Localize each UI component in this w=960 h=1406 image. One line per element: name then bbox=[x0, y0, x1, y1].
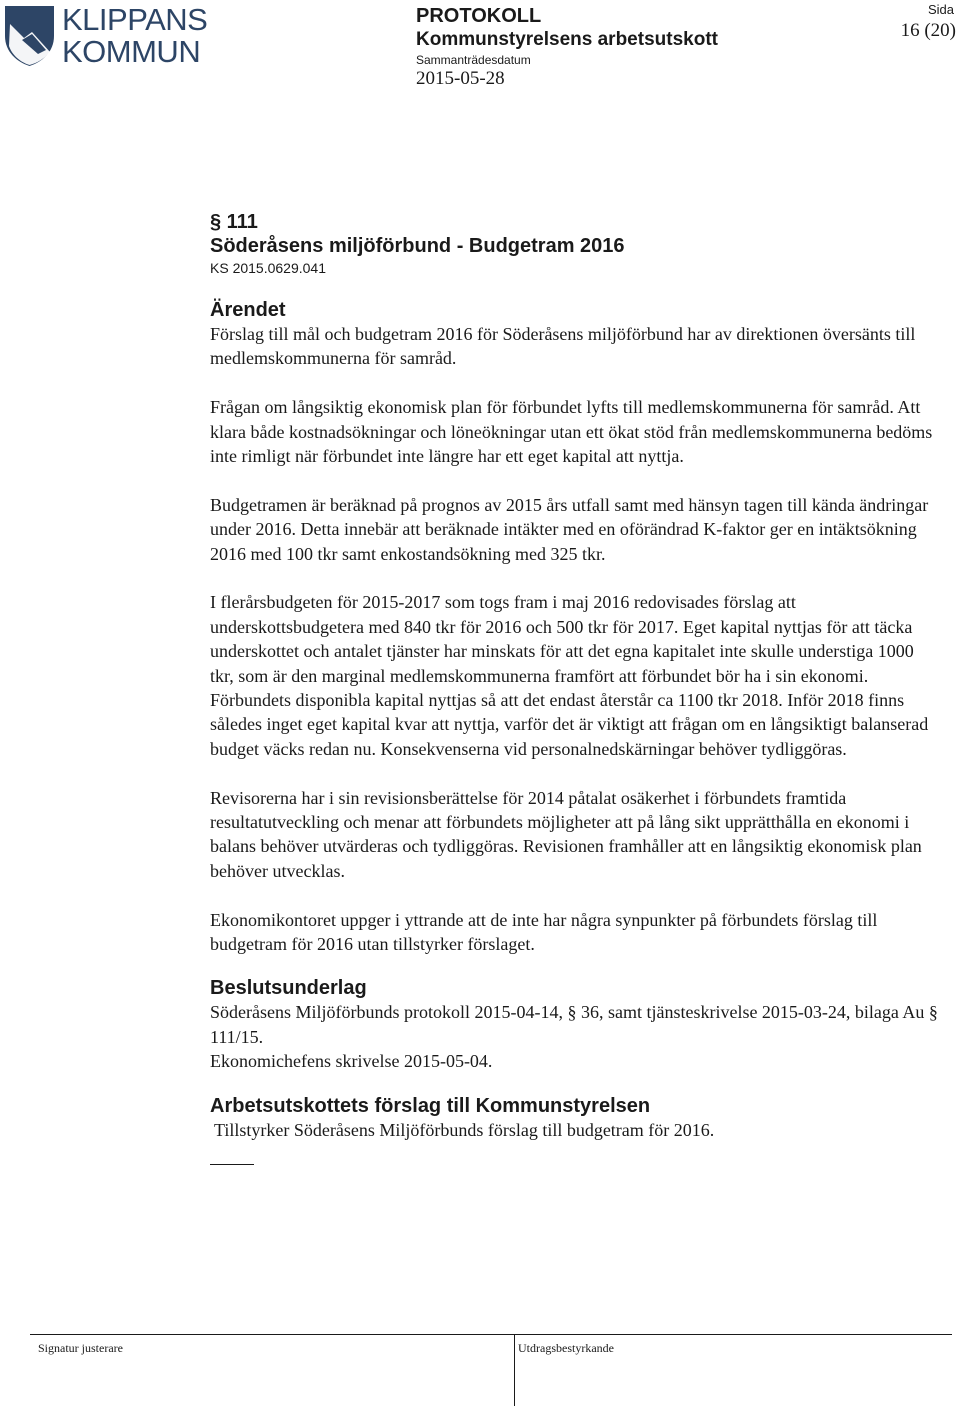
arendet-paragraph: Frågan om långsiktig ekonomisk plan för förbundet lyfts till medlemskommunerna för samråd. Att klara både kostnadsökningar och löneökningar utan ett ökat stöd från medlemskommunerna bedöms inte rimligt när förbundet inte längre har ett eget kapital att nyttja. bbox=[210, 397, 933, 467]
logo-line-2: KOMMUN bbox=[62, 34, 201, 69]
municipality-logo bbox=[2, 2, 217, 70]
arendet-paragraph: Revisorerna har i sin revisionsberättelse för 2014 påtalat osäkerhet i förbundets framtida resultatutveckling och menar att förbundets möjligheter att på lång sikt upprätthålla en ekonomi i balans behöver utvärderas och tydliggöras. Revisionen framhåller att en långsiktig ekonomisk plan behöver utvecklas. bbox=[210, 787, 922, 881]
footer-line-left bbox=[30, 1334, 514, 1335]
document-type: PROTOKOLL bbox=[416, 5, 542, 27]
coat-of-arms-icon bbox=[2, 2, 58, 68]
logo-line-1: KLIPPANS bbox=[62, 2, 208, 37]
meeting-date: 2015-05-28 bbox=[416, 68, 505, 89]
certification-label: Utdragsbestyrkande bbox=[518, 1341, 614, 1355]
beslutsunderlag-line: Söderåsens Miljöförbunds protokoll 2015-04-14, § 36, samt tjänsteskrivelse 2015-03-24, bilaga Au § 111/15. bbox=[210, 1002, 938, 1047]
forslag-text: Tillstyrker Söderåsens Miljöförbunds förslag till budgetram för 2016. bbox=[214, 1119, 715, 1140]
section-heading-arendet: Ärendet bbox=[210, 299, 286, 321]
section-heading-forslag: Arbetsutskottets förslag till Kommunstyrelsen bbox=[210, 1094, 651, 1117]
arendet-paragraph: I flerårsbudgeten för 2015-2017 som togs fram i maj 2016 redovisades förslag att underskottsbudgetera med 840 tkr för 2016 och 500 tkr för 2017. Eget kapital nyttjas för att täcka underskottet och antalet tjänster har minskats för att det egna kapitalet inte skulle understiga 1000 tkr, som är den marginal medlemskommunerna framfört att förbundet bör ha i sin ekonomi. Förbundets disponibla kapital nyttjas så att det endast återstår ca 1100 tkr 2018. Inför 2018 finns således inget eget kapital kvar att nyttja, varför det är viktigt att frågan om en långsiktigt balanserad budget väcks redan nu. Konsekvenserna vid personalnedskärningar behöver tydliggöras. bbox=[210, 592, 929, 759]
protocol-item bbox=[210, 210, 940, 1165]
arendet-paragraph: Ekonomikontoret uppger i yttrande att de inte har några synpunkter på förbundets förslag till budgetram för 2016 utan tillstyrker förslaget. bbox=[210, 909, 878, 955]
item-title: Söderåsens miljöförbund - Budgetram 2016 bbox=[210, 235, 625, 257]
footer-line-right bbox=[515, 1334, 952, 1335]
beslutsunderlag-line: Ekonomichefens skrivelse 2015-05-04. bbox=[210, 1051, 493, 1072]
arendet-paragraph: Förslag till mål och budgetram 2016 för Söderåsens miljöförbund har av direktionen översänts till medlemskommunerna för samråd. bbox=[210, 324, 916, 369]
closing-rule bbox=[210, 1164, 254, 1165]
meeting-date-label: Sammanträdesdatum bbox=[416, 53, 531, 67]
signature-label: Signatur justerare bbox=[38, 1341, 123, 1355]
section-heading-beslutsunderlag: Beslutsunderlag bbox=[210, 977, 367, 1000]
committee-name: Kommunstyrelsens arbetsutskott bbox=[416, 29, 718, 50]
logo-wordmark bbox=[62, 4, 207, 68]
paragraph-number: § 111 bbox=[210, 211, 258, 233]
case-number: KS 2015.0629.041 bbox=[210, 260, 326, 276]
arendet-paragraph: Budgetramen är beräknad på prognos av 2015 års utfall samt med hänsyn tagen till kända ändringar under 2016. Detta innebär att beräknade intäkter med en oförändrad K-faktor ger en intäktsökning 2016 med 100 tkr samt enkostandsökning med 325 tkr. bbox=[210, 494, 929, 564]
footer-divider bbox=[514, 1334, 515, 1406]
page-number: 16 (20) bbox=[900, 20, 956, 41]
page-label: Sida bbox=[927, 2, 954, 17]
